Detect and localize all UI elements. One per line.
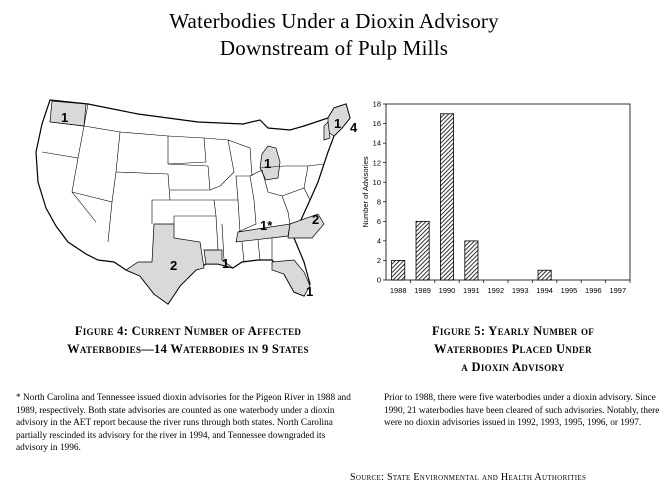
map-label-michigan: 1: [264, 156, 272, 171]
y-tick-label-8: 16: [372, 119, 381, 129]
figure-5-caption-line-1: Figure 5: Yearly Number of: [431, 324, 595, 338]
bar-1990: [440, 114, 453, 280]
y-tick-label-7: 14: [372, 138, 381, 148]
x-tick-label-1997: 1997: [609, 286, 627, 295]
y-tick-label-0: 0: [376, 275, 381, 285]
map-label-tennessee: 1*: [260, 218, 273, 233]
figure-5-caption-line-2: Waterbodies Placed Under: [434, 342, 592, 356]
y-tick-label-6: 12: [372, 158, 381, 168]
bar-1988: [392, 260, 405, 280]
figure-4-caption-line-1: Figure 4: Current Number of Affected: [74, 324, 302, 338]
us-map: [28, 92, 358, 314]
x-tick-label-1990: 1990: [438, 286, 456, 295]
map-label-north-carolina: 2: [312, 212, 320, 227]
bar-1994: [538, 270, 551, 280]
x-tick-label-1991: 1991: [463, 286, 480, 295]
x-tick-label-1988: 1988: [389, 286, 407, 295]
bar-1991: [465, 241, 478, 280]
y-tick-label-5: 10: [372, 177, 381, 187]
map-label-maine: 4: [350, 120, 358, 135]
y-tick-label-2: 4: [376, 236, 381, 246]
figure-5-caption: [378, 322, 648, 376]
x-tick-label-1993: 1993: [511, 286, 529, 295]
y-tick-label-9: 18: [372, 99, 381, 109]
y-tick-label-4: 8: [376, 197, 381, 207]
map-label-florida: 1: [306, 284, 314, 299]
figure-5-caption-line-3: a Dioxin Advisory: [461, 360, 565, 374]
figure-4-caption: [18, 322, 358, 358]
source-credit: Source: State Environmental and Health Authorities: [350, 472, 587, 483]
title-line-2: Downstream of Pulp Mills: [219, 36, 449, 60]
map-label-washington: 1: [61, 110, 69, 125]
y-tick-label-3: 6: [376, 216, 381, 226]
x-tick-label-1996: 1996: [585, 286, 602, 295]
map-label-texas: 2: [170, 258, 178, 273]
map-label-louisiana: 1: [222, 256, 230, 271]
figure-5-note: Prior to 1988, there were five waterbodies under a dioxin advisory. Since 1990, 21 waterbodies have been cleared of such advisories. Notably, there were no dioxin advisories issued in 1992, 1993, 1995, 1996, or 1997.: [384, 393, 660, 429]
map-label-new-hampshire: 1: [334, 116, 342, 131]
figure-4-caption-line-2: Waterbodies—14 Waterbodies in 9 States: [67, 342, 309, 356]
x-tick-label-1992: 1992: [487, 286, 505, 295]
bar-1989: [416, 221, 429, 280]
x-tick-label-1989: 1989: [414, 286, 431, 295]
title-line-1: Waterbodies Under a Dioxin Advisory: [169, 9, 499, 33]
y-axis-label: Number of Advisories: [361, 156, 370, 228]
x-tick-label-1995: 1995: [560, 286, 578, 295]
y-tick-label-1: 2: [376, 256, 381, 266]
figure-4-footnote: * North Carolina and Tennessee issued dioxin advisories for the Pigeon River in 1988 and 1989, respectively. Both state advisories are counted as one waterbody under a dioxin advisory in the AET report because the river runs through both states. North Carolina partially rescinded its advisory for the river in 1994, and Tennessee downgraded its advisory in 1996.: [16, 393, 351, 454]
advisory-bar-chart: [360, 96, 650, 306]
page-title: [0, 8, 668, 62]
x-tick-label-1994: 1994: [536, 286, 553, 295]
